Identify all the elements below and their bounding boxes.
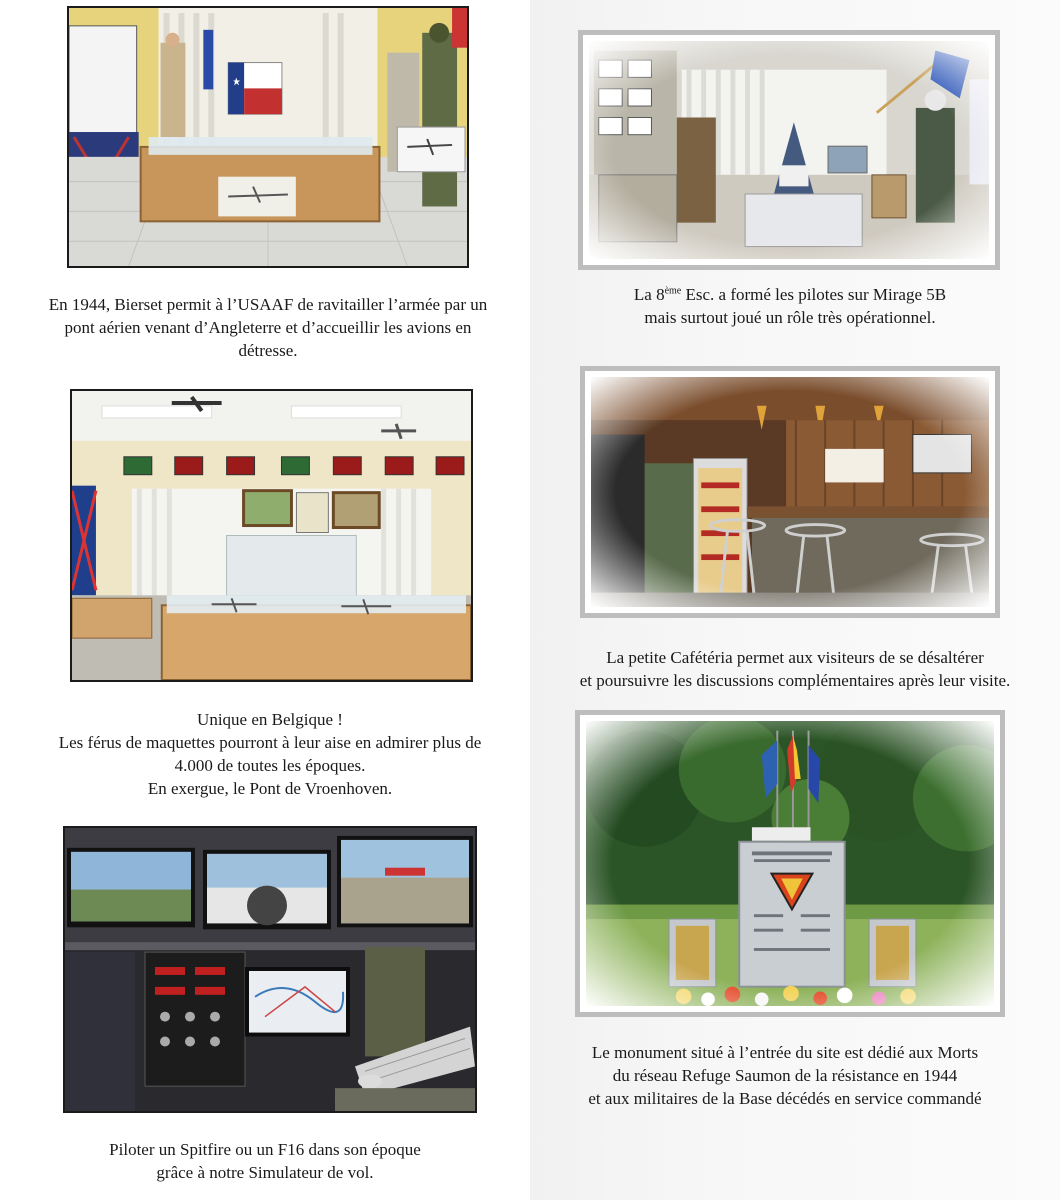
- caption-models-line-2: Les férus de maquettes pourront à leur aise en admirer plus de: [58, 733, 482, 752]
- mirage-room-illustration: [589, 41, 989, 259]
- caption-usaaf-line-2: pont aérien venant d’Angleterre et d’accueillir les avions en: [64, 318, 472, 337]
- caption-mirage-line-1: La 8ème Esc. a formé les pilotes sur Mirage 5B: [633, 285, 947, 304]
- models-room-illustration: [72, 391, 471, 680]
- caption-usaaf: [20, 293, 516, 362]
- caption-cafeteria-line-2: et poursuivre les discussions complémentaires après leur visite.: [579, 671, 1011, 690]
- caption-models-line-4: En exergue, le Pont de Vroenhoven.: [147, 779, 393, 798]
- caption-mirage: [560, 283, 1020, 329]
- photo-models-room: [70, 389, 473, 682]
- simulator-illustration: [65, 828, 475, 1111]
- photo-mirage-room: [578, 30, 1000, 270]
- monument-illustration: [586, 721, 994, 1006]
- caption-models-line-1: Unique en Belgique !: [197, 710, 343, 729]
- photo-monument: [575, 710, 1005, 1017]
- caption-cafeteria-line-1: La petite Cafétéria permet aux visiteurs de se désaltérer: [606, 648, 984, 667]
- caption-monument-line-2: du réseau Refuge Saumon de la résistance en 1944: [612, 1066, 958, 1085]
- caption-monument: [545, 1041, 1025, 1110]
- photo-simulator: [63, 826, 477, 1113]
- caption-simulator-line-1: Piloter un Spitfire ou un F16 dans son époque: [109, 1140, 421, 1159]
- caption-models: [20, 708, 520, 800]
- caption-mirage-line-2: mais surtout joué un rôle très opérationnel.: [644, 308, 936, 327]
- photo-usaaf-room: [67, 6, 469, 268]
- caption-simulator: [20, 1138, 510, 1184]
- caption-monument-line-3: et aux militaires de la Base décédés en service commandé: [588, 1089, 982, 1108]
- caption-simulator-line-2: grâce à notre Simulateur de vol.: [156, 1163, 374, 1182]
- caption-usaaf-line-1: En 1944, Bierset permit à l’USAAF de ravitailler l’armée par un: [48, 295, 488, 314]
- caption-usaaf-line-3: détresse.: [238, 341, 298, 360]
- caption-cafeteria: [540, 646, 1050, 692]
- cafeteria-illustration: [591, 377, 989, 607]
- caption-monument-line-1: Le monument situé à l’entrée du site est dédié aux Morts: [591, 1043, 979, 1062]
- usaaf-room-illustration: [69, 8, 467, 266]
- photo-cafeteria: [580, 366, 1000, 618]
- caption-models-line-3: 4.000 de toutes les époques.: [174, 756, 366, 775]
